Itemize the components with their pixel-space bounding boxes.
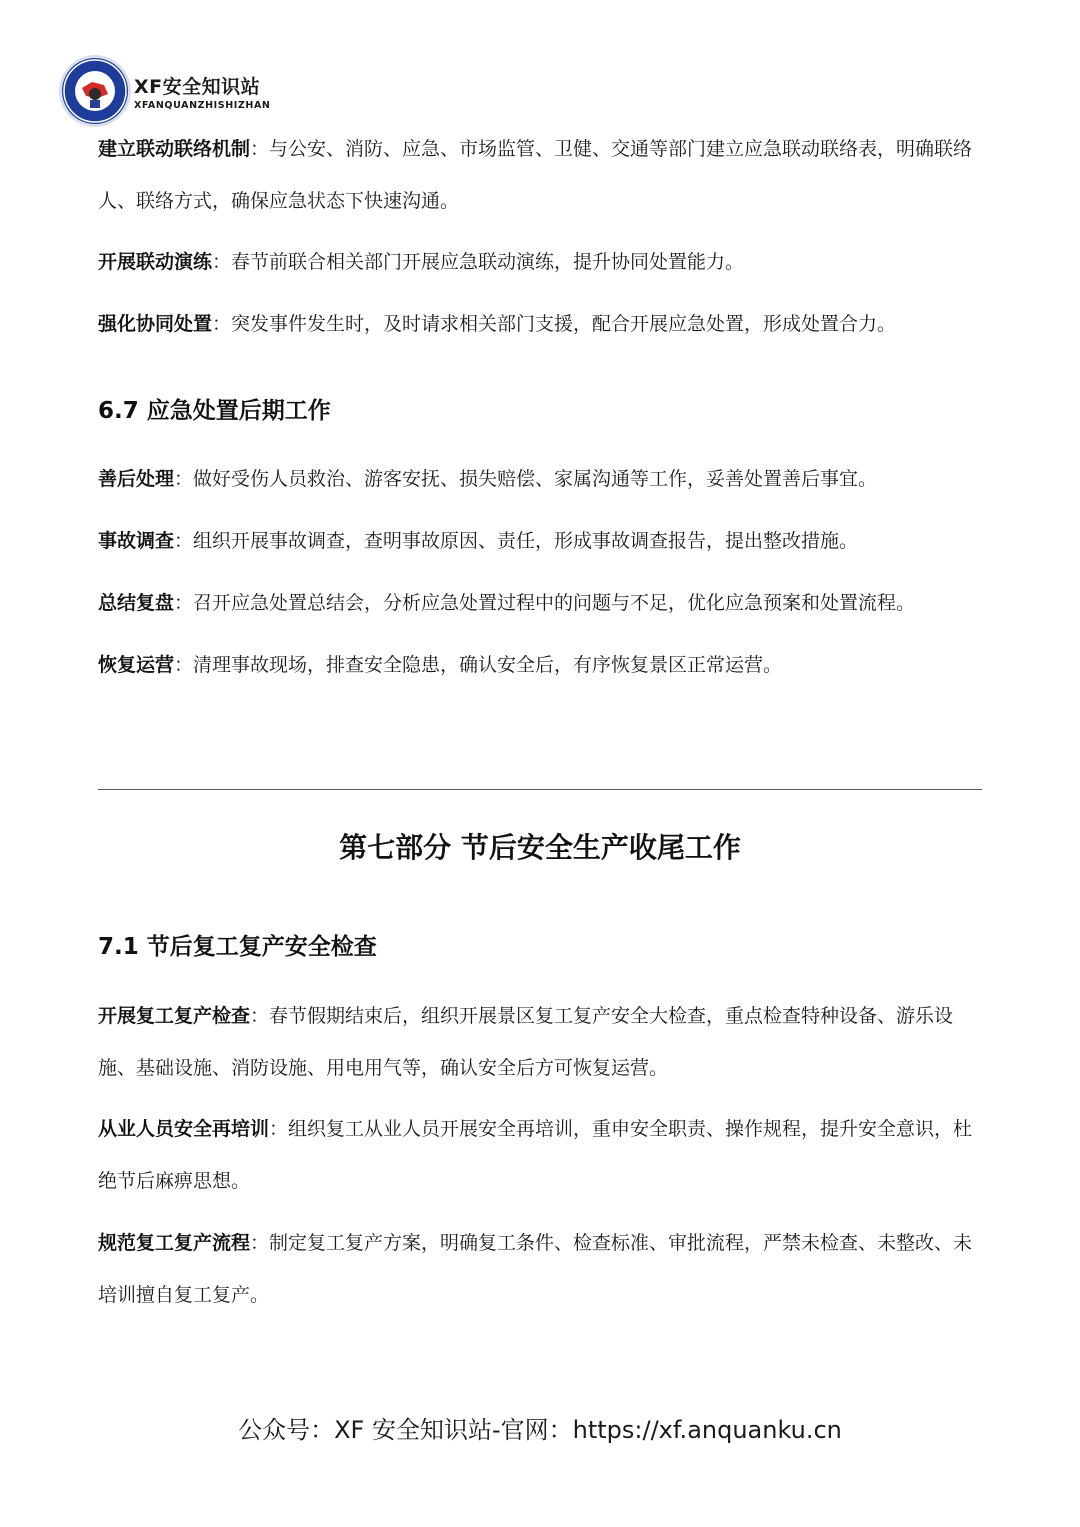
list-item bbox=[98, 298, 982, 350]
list-item bbox=[98, 515, 982, 567]
list-item bbox=[98, 639, 982, 691]
section-divider bbox=[98, 789, 982, 790]
page-footer: 公众号：XF 安全知识站-官网：https://xf.anquanku.cn bbox=[238, 1416, 842, 1444]
list-item bbox=[98, 1103, 982, 1207]
logo-subtitle: XFANQUANZHISHIZHAN bbox=[134, 99, 271, 111]
item-term: 恢复运营 bbox=[98, 654, 175, 676]
list-item bbox=[98, 453, 982, 505]
site-logo bbox=[62, 58, 270, 124]
item-term: 事故调查 bbox=[98, 530, 175, 552]
logo-badge-icon bbox=[62, 58, 128, 124]
list-item bbox=[98, 990, 982, 1094]
item-text: ：组织开展事故调查，查明事故原因、责任，形成事故调查报告，提出整改措施。 bbox=[174, 530, 859, 552]
item-term: 善后处理 bbox=[98, 468, 175, 490]
item-text: ：春节前联合相关部门开展应急联动演练，提升协同处置能力。 bbox=[212, 251, 745, 273]
item-term: 开展复工复产检查 bbox=[98, 1005, 251, 1027]
item-text: ：制定复工复产方案，明确复工条件、检查标准、审批流程，严禁未检查、未整改、未培训擅自复工复产。 bbox=[98, 1232, 973, 1306]
part-title: 第七部分 节后安全生产收尾工作 bbox=[339, 831, 741, 864]
item-term: 总结复盘 bbox=[98, 592, 175, 614]
item-text: ：春节假期结束后，组织开展景区复工复产安全大检查，重点检查特种设备、游乐设施、基础设施、消防设施、用电用气等，确认安全后方可恢复运营。 bbox=[98, 1005, 954, 1079]
item-term: 从业人员安全再培训 bbox=[98, 1118, 270, 1140]
section-heading: 6.7 应急处置后期工作 bbox=[98, 398, 331, 424]
item-text: ：与公安、消防、应急、市场监管、卫健、交通等部门建立应急联动联络表，明确联络人、联络方式，确保应急状态下快速沟通。 bbox=[98, 138, 973, 212]
list-item bbox=[98, 1217, 982, 1321]
section-heading: 7.1 节后复工复产安全检查 bbox=[98, 934, 377, 960]
item-text: ：组织复工从业人员开展安全再培训，重申安全职责、操作规程，提升安全意识，杜绝节后麻痹思想。 bbox=[98, 1118, 973, 1192]
logo-title: XF安全知识站 bbox=[134, 75, 261, 98]
item-text: ：突发事件发生时，及时请求相关部门支援，配合开展应急处置，形成处置合力。 bbox=[212, 313, 897, 335]
list-item bbox=[98, 236, 982, 288]
item-term: 强化协同处置 bbox=[98, 313, 213, 335]
item-text: ：清理事故现场，排查安全隐患，确认安全后，有序恢复景区正常运营。 bbox=[174, 654, 783, 676]
list-item bbox=[98, 577, 982, 629]
item-term: 建立联动联络机制 bbox=[98, 138, 251, 160]
list-item bbox=[98, 123, 982, 227]
item-term: 规范复工复产流程 bbox=[98, 1232, 251, 1254]
item-text: ：做好受伤人员救治、游客安抚、损失赔偿、家属沟通等工作，妥善处置善后事宜。 bbox=[174, 468, 878, 490]
item-text: ：召开应急处置总结会，分析应急处置过程中的问题与不足，优化应急预案和处置流程。 bbox=[174, 592, 916, 614]
item-term: 开展联动演练 bbox=[98, 251, 213, 273]
